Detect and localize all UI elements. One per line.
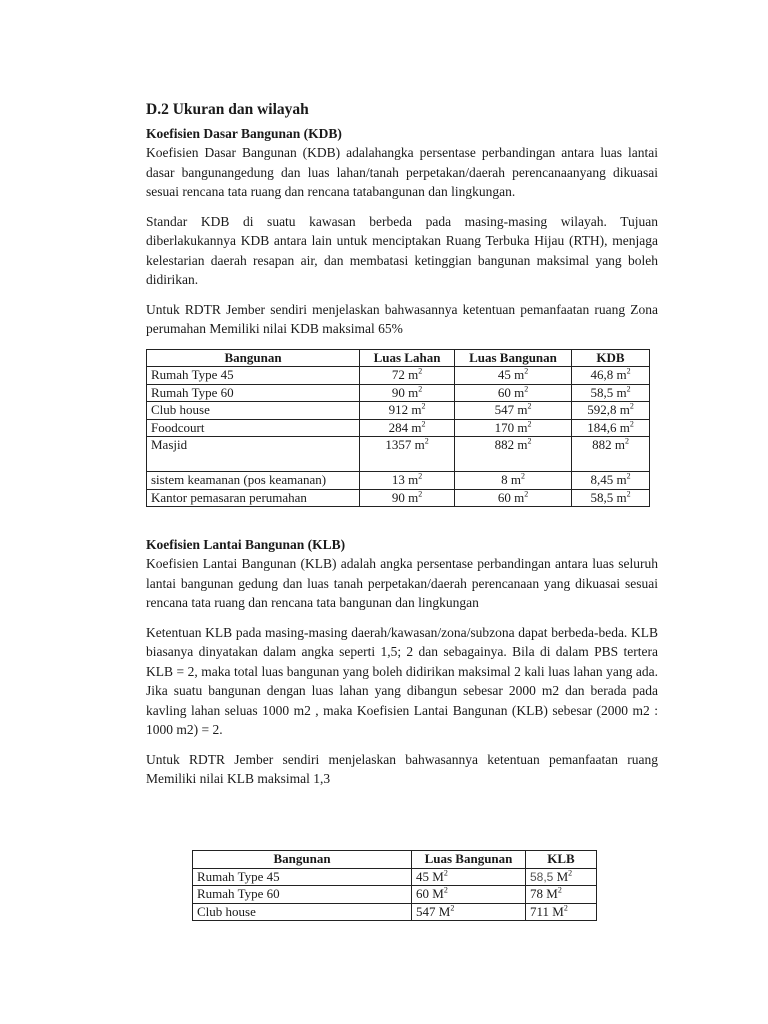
superscript-2: 2 [557,885,562,895]
unit-label: m [408,367,419,382]
superscript-2: 2 [524,366,529,376]
unit-label: m [619,419,630,435]
superscript-2: 2 [563,903,568,913]
table-cell [455,419,572,437]
table-cell [412,868,526,886]
superscript-2: 2 [418,384,423,394]
superscript-2: 2 [524,489,529,499]
cell-value: 284 [388,419,409,435]
col-header-bangunan: Bangunan [147,349,360,367]
superscript-2: 2 [443,885,448,895]
table-cell [360,472,455,490]
superscript-2: 2 [624,436,629,446]
cell-value: 58,5 [590,384,614,400]
table-cell: Rumah Type 45 [193,868,412,886]
unit-label: m [408,489,419,505]
table-cell [412,903,526,921]
cell-value: 912 [388,402,409,417]
table-cell [526,886,597,904]
table-row [147,402,650,420]
cell-value: 60 [497,489,511,505]
unit-label: m [616,384,627,400]
table-cell [360,419,455,437]
klb-paragraph-1: Koefisien Lantai Bangunan (KLB) adalah angka persentase perbandingan antara luas seluruh lantai bangunan gedung dan luas tanah perpetakan/daerah perencanaan yang dikuasai sesuai rencana tata ruang dan rencana tata bangunan dan lingkungan [146,556,658,610]
table-cell [572,384,650,402]
table-cell: Club house [147,402,360,420]
kdb-paragraph-3: Untuk RDTR Jember sendiri menjelaskan bahwasannya ketentuan pemanfaatan ruang Zona perumahan Memiliki nilai KDB maksimal 65% [146,301,658,336]
unit-label: M [546,886,558,901]
table-row [147,384,650,402]
table-cell [412,886,526,904]
cell-value: 58,5 [590,489,614,505]
table-cell [572,419,650,437]
table-cell [526,903,597,921]
unit-label: m [517,419,528,435]
col-header-luas-lahan: Luas Lahan [360,349,455,367]
unit-label: m [408,384,419,400]
superscript-2: 2 [626,471,631,481]
superscript-2: 2 [443,868,448,878]
cell-value: 170 [494,419,515,435]
unit-label: m [614,437,625,452]
cell-value: 8,45 [590,472,614,487]
table-cell [572,367,650,385]
unit-label: m [616,472,627,487]
superscript-2: 2 [527,436,532,446]
cell-value: 1357 [385,437,412,452]
cell-value: 45 [497,367,511,382]
klb-heading: Koefisien Lantai Bangunan (KLB) [146,537,346,552]
cell-value: 882 [494,437,515,452]
klb-table [192,850,597,921]
unit-label: M [552,903,564,919]
table-cell [360,367,455,385]
table-cell: Kantor pemasaran perumahan [147,489,360,507]
table-row [147,489,650,507]
table-cell: Rumah Type 60 [193,886,412,904]
unit-label: m [517,437,528,452]
unit-label: M [432,886,444,901]
unit-label: m [619,402,630,417]
superscript-2: 2 [629,401,634,411]
unit-label: m [408,472,419,487]
superscript-2: 2 [568,868,573,878]
unit-label: m [411,402,422,417]
table-row [193,886,597,904]
superscript-2: 2 [527,419,532,429]
cell-value: 90 [391,384,405,400]
cell-value: 547 [494,402,515,417]
superscript-2: 2 [626,489,631,499]
table-cell [455,367,572,385]
superscript-2: 2 [626,366,631,376]
cell-value: 882 [592,437,612,452]
table-cell [572,402,650,420]
klb-paragraph-2: Ketentuan KLB pada masing-masing daerah/kawasan/zona/subzona dapat berbeda-beda. KLB biasanya dinyatakan dalam angka seperti 1,5; 2 dan sebagainya. Bila di dalam PBS tertera KLB = 2, maka total luas bangunan yang boleh didirikan maksimal 2 kali luas lahan yang ada. Jika suatu bangunan dengan luas lahan yang dibangun sebesar 2000 m2 dan berada pada kavling lahan seluas 1000 m2 , maka Koefisien Lantai Bangunan (KLB) sebesar (2000 m2 : 1000 m2) = 2. [146,624,658,737]
col-header-bangunan: Bangunan [193,851,412,869]
unit-label: m [514,367,525,382]
table-row [147,437,650,472]
superscript-2: 2 [418,366,423,376]
cell-value: 58,5 [530,869,554,884]
cell-value: 60 [497,384,511,400]
cell-value: 60 [416,886,429,901]
document-page [146,100,658,789]
section-title: D.2 Ukuran dan wilayah [146,101,309,118]
unit-label: m [514,489,525,505]
kdb-paragraph-2: Standar KDB di suatu kawasan berbeda pada masing-masing wilayah. Tujuan diberlakukannya KDB antara lain untuk menciptakan Ruang Terbuka Hijau (RTH), menjaga kelestarian daerah resapan air, dan membatasi ketinggian bangunan maksimal yang boleh didirikan. [146,213,658,287]
kdb-heading: Koefisien Dasar Bangunan (KDB) [146,126,342,141]
table-cell: Masjid [147,437,360,472]
table-cell: Rumah Type 45 [147,367,360,385]
table-header-row [147,349,650,367]
kdb-table [146,349,650,508]
table-cell [360,384,455,402]
superscript-2: 2 [424,436,429,446]
table-cell [360,489,455,507]
table-cell: sistem keamanan (pos keamanan) [147,472,360,490]
superscript-2: 2 [421,401,426,411]
superscript-2: 2 [527,401,532,411]
klb-paragraph-3: Untuk RDTR Jember sendiri menjelaskan bahwasannya ketentuan pemanfaatan ruang Memiliki nilai KLB maksimal 1,3 [146,751,658,786]
table-cell: Foodcourt [147,419,360,437]
superscript-2: 2 [450,903,455,913]
superscript-2: 2 [626,384,631,394]
table-cell [572,489,650,507]
kdb-paragraph-1: Koefisien Dasar Bangunan (KDB) adalahangka persentase perbandingan antara luas lantai dasar bangunangedung dan luas lahan/tanah perpetakan/daerah perencanaanyang dikuasai sesuai rencana tata ruang dan rencana tatabangunan dan lingkungan. [146,145,658,199]
col-header-luas-bangunan: Luas Bangunan [412,851,526,869]
cell-value: 13 [391,472,405,487]
unit-label: m [517,402,528,417]
unit-label: m [411,419,422,435]
table-cell [360,437,455,472]
superscript-2: 2 [418,471,423,481]
superscript-2: 2 [421,419,426,429]
table-cell: Club house [193,903,412,921]
unit-label: M [438,903,451,919]
table-header-row [193,851,597,869]
superscript-2: 2 [418,489,423,499]
superscript-2: 2 [629,419,634,429]
table-cell: Rumah Type 60 [147,384,360,402]
cell-value: 90 [391,489,405,505]
unit-label: m [414,437,425,452]
cell-value: 184,6 [587,419,617,435]
unit-label: m [616,489,627,505]
cell-value: 78 [530,886,543,901]
table-row [147,419,650,437]
cell-value: 8 [501,472,508,487]
unit-label: M [556,868,569,884]
table-cell [572,437,650,472]
table-row [193,903,597,921]
table-row [193,868,597,886]
unit-label: m [616,367,627,382]
cell-value: 46,8 [590,367,614,382]
table-row [147,472,650,490]
cell-value: 45 [416,868,429,884]
col-header-kdb: KDB [572,349,650,367]
table-cell [360,402,455,420]
superscript-2: 2 [524,384,529,394]
cell-value: 72 [391,367,405,382]
unit-label: m [510,472,521,487]
table-cell [455,402,572,420]
table-row [147,367,650,385]
table-cell [455,472,572,490]
unit-label: M [432,868,444,884]
table-cell [572,472,650,490]
col-header-klb: KLB [526,851,597,869]
col-header-luas-bangunan: Luas Bangunan [455,349,572,367]
table-cell [455,437,572,472]
unit-label: m [514,384,525,400]
cell-value: 592,8 [587,402,617,417]
cell-value: 547 [416,903,436,919]
cell-value: 711 [530,903,550,919]
table-cell [455,384,572,402]
superscript-2: 2 [520,471,525,481]
table-cell [526,868,597,886]
table-cell [455,489,572,507]
